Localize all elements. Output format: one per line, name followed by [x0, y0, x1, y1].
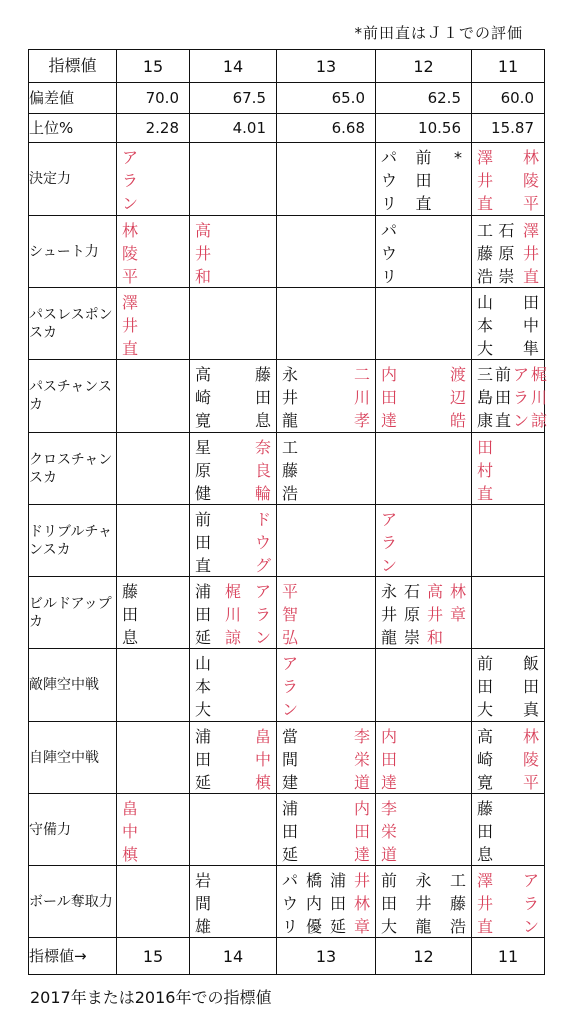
top-percent-value: 10.56 [376, 114, 472, 143]
player-name: ア ラ ン [380, 510, 397, 575]
footer-row-label: 指標値→ [29, 938, 117, 975]
rating-cell [277, 216, 376, 288]
header-value: 11 [472, 50, 545, 83]
player-name: 高 崎 寛 [194, 365, 211, 430]
rating-cell [376, 360, 472, 433]
player-name: 澤 井 直 [522, 221, 539, 286]
player-name: 三 島 康 [476, 365, 493, 430]
rating-cell [376, 866, 472, 938]
player-name: 石 原 崇 [498, 221, 515, 286]
skill-row [29, 360, 545, 433]
skill-row [29, 433, 545, 505]
rating-cell [472, 288, 545, 360]
footer-row-value: 14 [190, 938, 277, 975]
player-name: 高 崎 寛 [476, 727, 493, 792]
rating-cell [376, 794, 472, 866]
rating-cell [376, 143, 472, 216]
skill-row [29, 649, 545, 722]
footer-row-value: 12 [376, 938, 472, 975]
player-name: 二 川 孝 [353, 365, 370, 430]
player-name: 前 田 大 [380, 871, 397, 936]
rating-cell [472, 722, 545, 794]
footer-row-value: 11 [472, 938, 545, 975]
footer-caption: 2017年または2016年での指標値 [30, 988, 272, 1007]
player-name: 高 井 和 [426, 582, 443, 647]
player-name: パ ウ リ [281, 871, 298, 936]
player-name: 山 本 大 [194, 654, 211, 719]
rating-cell [117, 866, 190, 938]
rating-cell [117, 505, 190, 577]
deviation-value: 62.5 [376, 83, 472, 114]
player-name: 山 本 大 [476, 293, 493, 358]
skill-label: ビルドアップカ [29, 577, 117, 649]
rating-cell [277, 143, 376, 216]
header-value: 15 [117, 50, 190, 83]
player-name: 内 田 達 [380, 365, 397, 430]
player-name: 渡 辺 皓 [449, 365, 466, 430]
skill-label: シュート力 [29, 216, 117, 288]
player-name: 田 村 直 [476, 438, 493, 503]
player-name: 前 田 直 [494, 365, 511, 430]
player-name: 工 藤 浩 [449, 871, 466, 936]
skill-label: パスチャンスカ [29, 360, 117, 433]
top-percent-value: 6.68 [277, 114, 376, 143]
skill-row [29, 794, 545, 866]
player-name: 藤 田 息 [121, 582, 138, 647]
footer-row [29, 938, 545, 975]
player-name: ド ウ グ [254, 510, 271, 575]
rating-cell [117, 794, 190, 866]
rating-cell [277, 433, 376, 505]
player-name: 前 田 大 [476, 654, 493, 719]
player-name: 當 間 建 [281, 727, 298, 792]
rating-cell [190, 794, 277, 866]
player-name: ア ラ ン [512, 365, 529, 430]
player-name: 梶 川 諒 [530, 365, 547, 430]
deviation-value: 70.0 [117, 83, 190, 114]
skill-label: 決定力 [29, 143, 117, 216]
rating-cell [376, 288, 472, 360]
skill-row [29, 866, 545, 938]
rating-cell [472, 433, 545, 505]
skill-row [29, 722, 545, 794]
player-name: 畠 中 槙 [254, 727, 271, 792]
evaluation-note: *前田直はＪ１での評価 [354, 24, 523, 42]
player-name: 澤 井 直 [476, 871, 493, 936]
player-name: ア ラ ン [121, 148, 138, 213]
rating-cell [376, 216, 472, 288]
skill-row [29, 143, 545, 216]
player-name: 林 陵 平 [522, 727, 539, 792]
player-name: 岩 間 雄 [194, 871, 211, 936]
rating-cell [376, 722, 472, 794]
skill-label: クロスチャンスカ [29, 433, 117, 505]
player-name: 内 田 達 [353, 799, 370, 864]
rating-cell [190, 577, 277, 649]
rating-cell [117, 722, 190, 794]
top-percent-value: 2.28 [117, 114, 190, 143]
rating-cell [190, 722, 277, 794]
player-name: 浦 田 延 [281, 799, 298, 864]
rating-cell [277, 649, 376, 722]
rating-cell [472, 360, 545, 433]
player-name: 工 藤 浩 [281, 438, 298, 503]
player-name: 浦 田 延 [194, 582, 211, 647]
player-name: 藤 田 息 [476, 799, 493, 864]
player-name: 林 陵 平 [121, 221, 138, 286]
rating-cell [190, 433, 277, 505]
player-name: ア ラ ン [281, 654, 298, 719]
rating-cell [472, 577, 545, 649]
rating-cell [472, 505, 545, 577]
rating-cell [376, 433, 472, 505]
top-percent-label: 上位% [29, 114, 117, 143]
skill-label: 守備力 [29, 794, 117, 866]
rating-cell [277, 577, 376, 649]
rating-cell [472, 866, 545, 938]
rating-cell [190, 143, 277, 216]
player-name: 浦 田 延 [329, 871, 346, 936]
rating-cell [117, 216, 190, 288]
skill-label: 自陣空中戦 [29, 722, 117, 794]
player-name: 石 原 崇 [403, 582, 420, 647]
top-percent-value: 15.87 [472, 114, 545, 143]
rating-cell [190, 216, 277, 288]
rating-cell [190, 288, 277, 360]
rating-cell [472, 216, 545, 288]
player-name: 永 井 龍 [281, 365, 298, 430]
player-name: 澤 井 直 [476, 148, 493, 213]
skill-row [29, 288, 545, 360]
player-name: 前 田 直 [194, 510, 211, 575]
deviation-value: 60.0 [472, 83, 545, 114]
player-name: 林 章 [449, 582, 466, 624]
deviation-label: 偏差値 [29, 83, 117, 114]
player-name: 藤 田 息 [254, 365, 271, 430]
skill-label: 敵陣空中戦 [29, 649, 117, 722]
skill-row [29, 216, 545, 288]
skill-label: パスレスポンスカ [29, 288, 117, 360]
rating-cell [117, 360, 190, 433]
player-name: 梶 川 諒 [224, 582, 241, 647]
indicator-table [28, 49, 545, 975]
rating-cell [277, 794, 376, 866]
header-row [29, 50, 545, 83]
rating-cell [277, 288, 376, 360]
player-name: 田 中 隼 [522, 293, 539, 358]
rating-cell [277, 360, 376, 433]
player-name: 永 井 龍 [380, 582, 397, 647]
header-value: 14 [190, 50, 277, 83]
skill-row [29, 505, 545, 577]
player-name: 浦 田 延 [194, 727, 211, 792]
top-percent-value: 4.01 [190, 114, 277, 143]
footer-row-value: 15 [117, 938, 190, 975]
player-name: 前 田 直 [415, 148, 432, 213]
player-name: 井 林 章 [353, 871, 370, 936]
rating-cell [376, 505, 472, 577]
player-name: 李 栄 道 [353, 727, 370, 792]
rating-cell [472, 649, 545, 722]
rating-cell [277, 722, 376, 794]
rating-cell [117, 143, 190, 216]
deviation-row [29, 83, 545, 114]
rating-cell [277, 505, 376, 577]
rating-cell [117, 288, 190, 360]
header-value: 13 [277, 50, 376, 83]
player-name: 内 田 達 [380, 727, 397, 792]
player-name: 星 原 健 [194, 438, 211, 503]
deviation-value: 65.0 [277, 83, 376, 114]
player-name: 工 藤 浩 [476, 221, 493, 286]
skill-label: ドリブルチャンスカ [29, 505, 117, 577]
player-name: パ ウ リ [380, 221, 397, 286]
player-name: 澤 井 直 [121, 293, 138, 358]
player-name: 橋 内 優 [305, 871, 322, 936]
rating-cell [472, 794, 545, 866]
skill-label: ボール奪取力 [29, 866, 117, 938]
rating-cell [190, 866, 277, 938]
top-percent-row [29, 114, 545, 143]
player-name: 高 井 和 [194, 221, 211, 286]
rating-cell [376, 649, 472, 722]
header-label: 指標値 [29, 50, 117, 83]
player-name: 奈 良 輪 [254, 438, 271, 503]
rating-cell [117, 577, 190, 649]
deviation-value: 67.5 [190, 83, 277, 114]
player-name: 李 栄 道 [380, 799, 397, 864]
rating-cell [190, 360, 277, 433]
player-name: 飯 田 真 [522, 654, 539, 719]
player-name: * [454, 148, 462, 167]
player-name: ア ラ ン [254, 582, 271, 647]
rating-cell [190, 649, 277, 722]
player-name: 平 智 弘 [281, 582, 298, 647]
player-name: ア ラ ン [522, 871, 539, 936]
footer-row-value: 13 [277, 938, 376, 975]
player-name: パ ウ リ [380, 148, 397, 213]
header-value: 12 [376, 50, 472, 83]
rating-cell [376, 577, 472, 649]
player-name: 林 陵 平 [522, 148, 539, 213]
rating-cell [277, 866, 376, 938]
skill-row [29, 577, 545, 649]
rating-cell [117, 649, 190, 722]
player-name: 畠 中 槙 [121, 799, 138, 864]
rating-cell [472, 143, 545, 216]
rating-cell [190, 505, 277, 577]
rating-cell [117, 433, 190, 505]
player-name: 永 井 龍 [415, 871, 432, 936]
